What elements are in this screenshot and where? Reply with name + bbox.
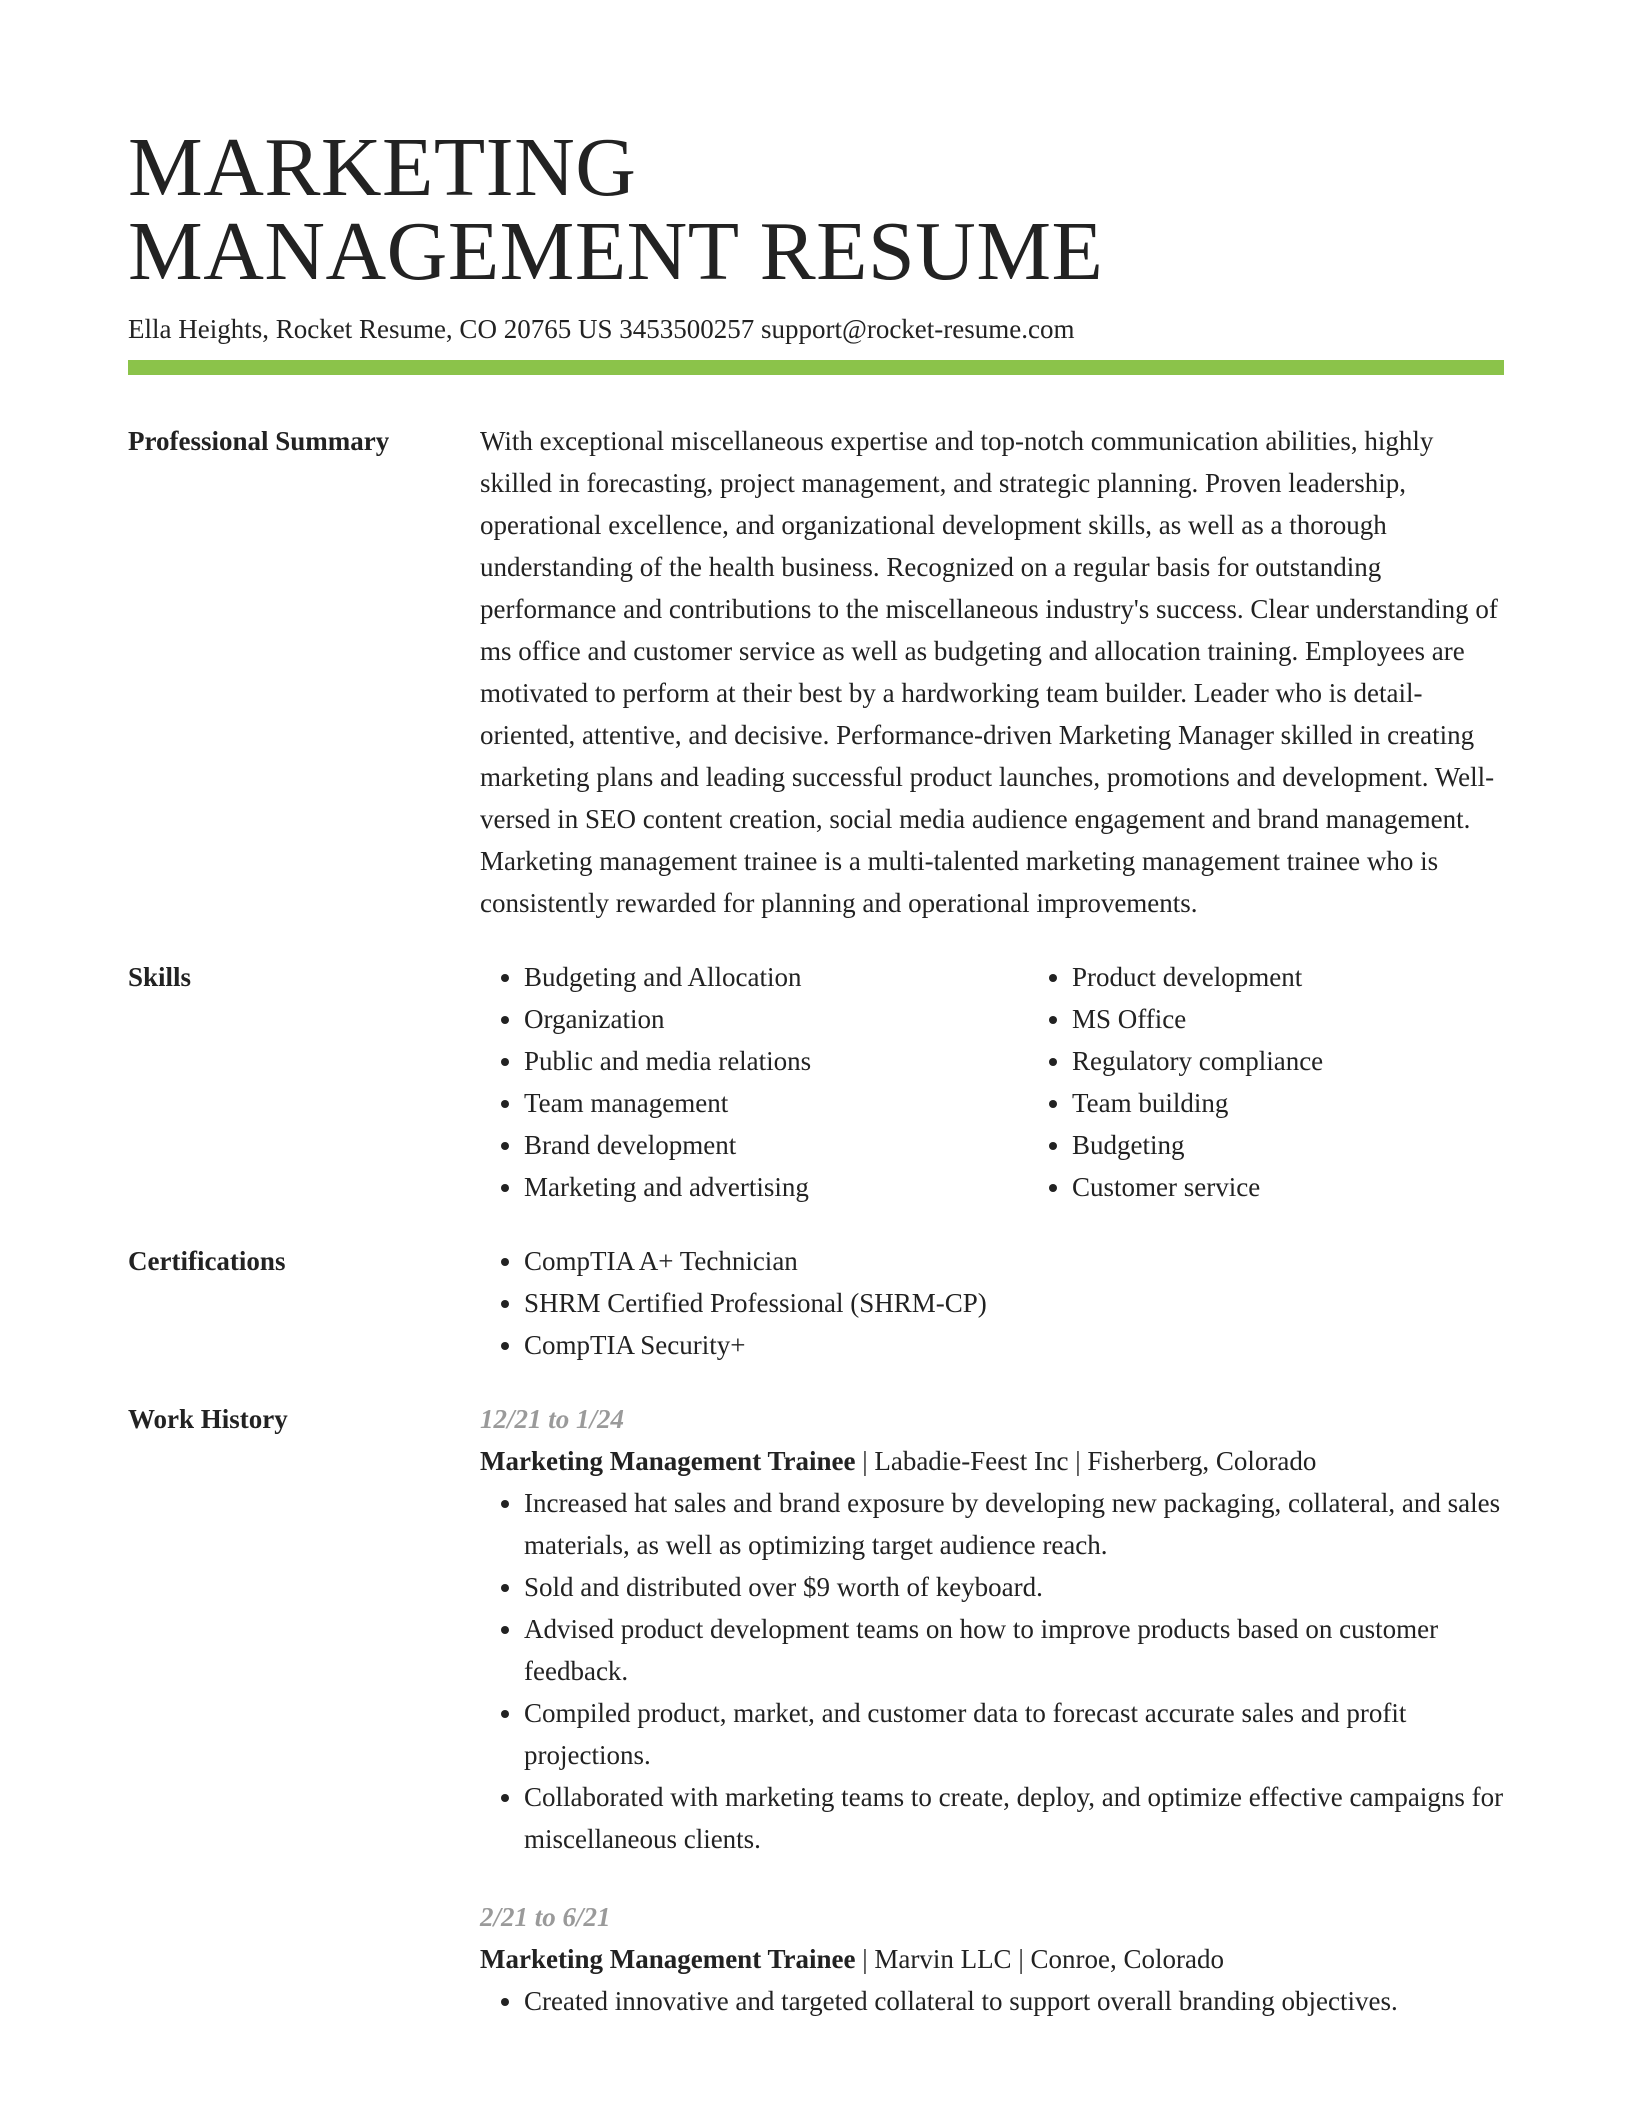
skills-section	[128, 956, 1504, 1208]
list-item: • Increased hat sales and brand exposure by developing new packaging, collateral, and sales materials, as well as optimizing target audience reach.	[524, 1482, 1504, 1566]
list-item: • SHRM Certified Professional (SHRM-CP)	[524, 1282, 1504, 1324]
list-item: • Sold and distributed over $9 worth of keyboard.	[524, 1566, 1504, 1608]
resume-title-line-2: MANAGEMENT RESUME	[128, 205, 1104, 298]
list-item: • MS Office	[1072, 998, 1576, 1040]
list-item: • Customer service	[1072, 1166, 1576, 1208]
section-label-summary: Professional Summary	[128, 426, 390, 456]
contact-info: Ella Heights, Rocket Resume, CO 20765 US 3453500257 support@rocket-resume.com	[128, 314, 1075, 344]
skills-body	[480, 956, 1576, 1208]
list-item: • Regulatory compliance	[1072, 1040, 1576, 1082]
section-label-certifications: Certifications	[128, 1246, 286, 1276]
list-item: • Team management	[524, 1082, 1028, 1124]
job-role: Marketing Management Trainee	[480, 1944, 856, 1974]
job-details: | Marvin LLC | Conroe, Colorado	[855, 1944, 1224, 1974]
resume-title	[128, 0, 1504, 298]
job-details: | Labadie-Feest Inc | Fisherberg, Colorado	[855, 1446, 1317, 1476]
job-entry	[480, 1398, 1504, 1860]
job-dates: 2/21 to 6/21	[480, 1902, 611, 1932]
certifications-section	[128, 1240, 1504, 1366]
list-item: • Budgeting	[1072, 1124, 1576, 1166]
job-role: Marketing Management Trainee	[480, 1446, 856, 1476]
list-item: • Compiled product, market, and customer data to forecast accurate sales and profit projections.	[524, 1692, 1504, 1776]
section-label-skills: Skills	[128, 962, 192, 992]
job-dates: 12/21 to 1/24	[480, 1404, 625, 1434]
work-history-section	[128, 1398, 1504, 2022]
certifications-body	[480, 1240, 1504, 1366]
list-item: • Public and media relations	[524, 1040, 1028, 1082]
skills-columns	[480, 956, 1576, 1208]
job-bullets	[480, 1980, 1504, 2022]
list-item: • Brand development	[524, 1124, 1028, 1166]
list-item: • CompTIA A+ Technician	[524, 1240, 1504, 1282]
work-history-body	[480, 1398, 1504, 2022]
skills-list-right	[1028, 956, 1576, 1208]
list-item: • Budgeting and Allocation	[524, 956, 1028, 998]
professional-summary-section	[128, 420, 1504, 924]
list-item: • CompTIA Security+	[524, 1324, 1504, 1366]
accent-divider	[128, 360, 1504, 375]
list-item: • Team building	[1072, 1082, 1576, 1124]
resume-page	[128, 0, 1504, 2022]
summary-text: With exceptional miscellaneous expertise and top-notch communication abilities, highly skilled in forecasting, project management, and strategic planning. Proven leadership, operational excellence, and organizational development skills, as well as a thorough understanding of the health business. Recognized on a regular basis for outstanding performance and contributions to the miscellaneous industry's success. Clear understanding of ms office and customer service as well as budgeting and allocation training. Employees are motivated to perform at their best by a hardworking team builder. Leader who is detail-oriented, attentive, and decisive. Performance-driven Marketing Manager skilled in creating marketing plans and leading successful product launches, promotions and development. Well-versed in SEO content creation, social media audience engagement and brand management. Marketing management trainee is a multi-talented marketing management trainee who is consistently rewarded for planning and operational improvements.	[480, 426, 1498, 918]
skills-list-left	[480, 956, 1028, 1208]
list-item: • Product development	[1072, 956, 1576, 998]
list-item: • Created innovative and targeted collateral to support overall branding objectives.	[524, 1980, 1504, 2022]
job-title-line	[480, 1938, 1504, 1980]
job-bullets	[480, 1482, 1504, 1860]
list-item: • Collaborated with marketing teams to create, deploy, and optimize effective campaigns for miscellaneous clients.	[524, 1776, 1504, 1860]
list-item: • Advised product development teams on how to improve products based on customer feedback.	[524, 1608, 1504, 1692]
job-title-line	[480, 1440, 1504, 1482]
list-item: • Marketing and advertising	[524, 1166, 1028, 1208]
list-item: • Organization	[524, 998, 1028, 1040]
certifications-list	[480, 1240, 1504, 1366]
resume-title-line-1: MARKETING	[128, 121, 637, 214]
section-label-work-history: Work History	[128, 1404, 288, 1434]
job-entry	[480, 1896, 1504, 2022]
